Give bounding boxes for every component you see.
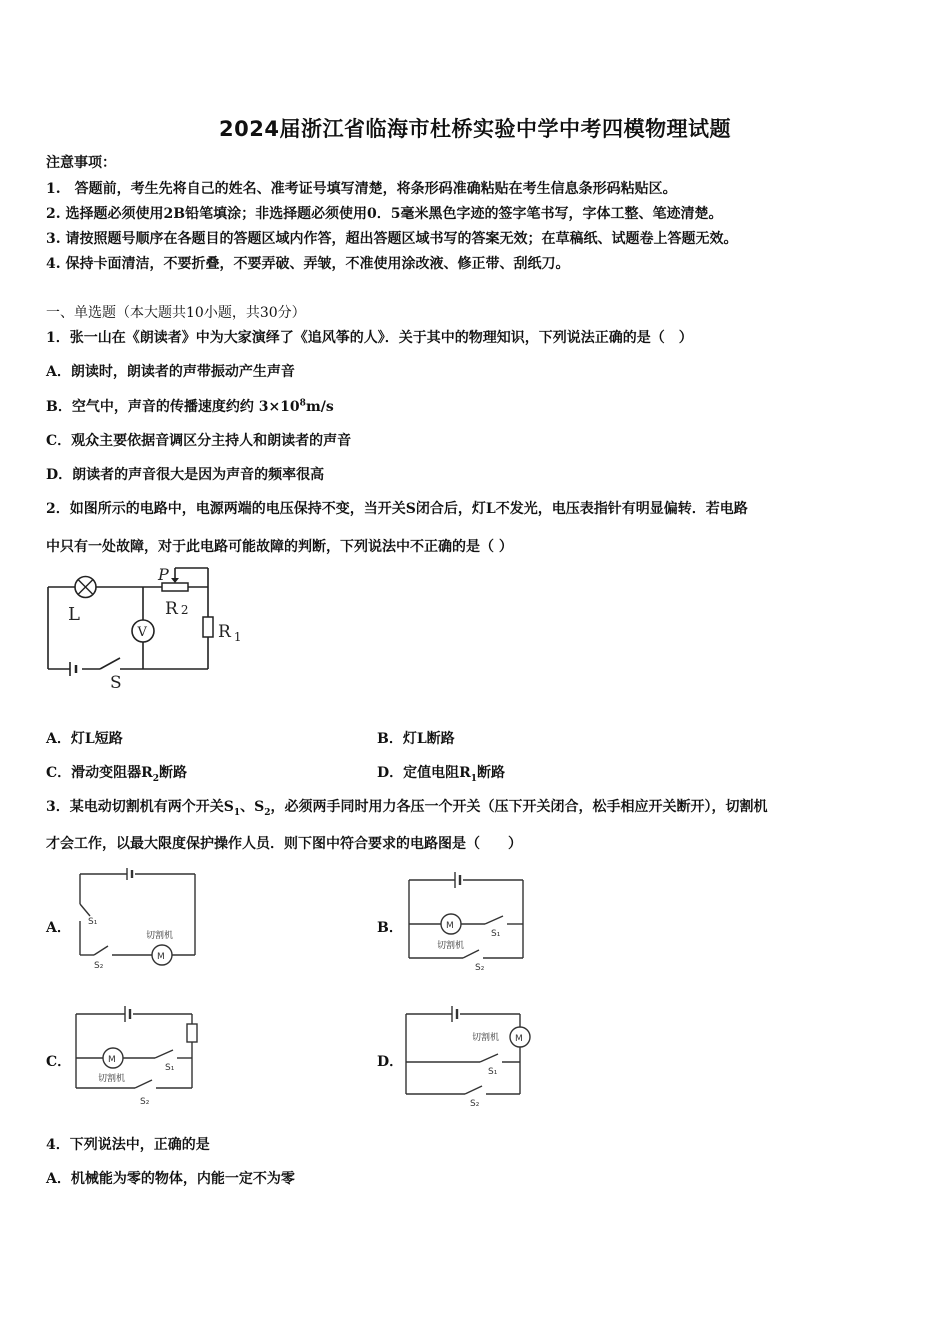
svg-text:M: M bbox=[108, 1055, 116, 1065]
question-3-stem-line2: 才会工作，以最大限度保护操作人员．则下图中符合要求的电路图是（ ） bbox=[46, 836, 522, 852]
page-title: 2024届浙江省临海市杜桥实验中学中考四模物理试题 bbox=[219, 117, 731, 141]
q3-option-b-label: B． bbox=[377, 920, 403, 936]
svg-text:切割机: 切割机 bbox=[98, 1074, 126, 1084]
q4-option-a: A．机械能为零的物体，内能一定不为零 bbox=[46, 1171, 295, 1187]
q2-circuit-diagram bbox=[40, 562, 255, 692]
svg-text:S₁: S₁ bbox=[488, 1067, 498, 1077]
notice-heading: 注意事项： bbox=[46, 155, 116, 171]
question-2-stem-line2: 中只有一处故障，对于此电路可能故障的判断，下列说法中不正确的是（ ） bbox=[46, 539, 513, 555]
svg-text:M: M bbox=[157, 952, 165, 962]
svg-text:S₂: S₂ bbox=[475, 963, 485, 973]
label-r1: R $_1$ bbox=[218, 622, 242, 644]
resistor-icon bbox=[187, 1024, 197, 1042]
q1-option-d: D．朗读者的声音很大是因为声音的频率很高 bbox=[46, 467, 325, 483]
q3-circuit-c bbox=[70, 1000, 205, 1110]
label-l: L bbox=[68, 604, 80, 625]
notice-item: 1. 答题前，考生先将自己的姓名、准考证号填写清楚，将条形码准确粘贴在考生信息条形码粘贴区。 bbox=[46, 181, 677, 197]
svg-text:S₁: S₁ bbox=[165, 1063, 175, 1073]
question-4-stem: 4．下列说法中，正确的是 bbox=[46, 1137, 210, 1153]
svg-text:M: M bbox=[515, 1034, 523, 1044]
resistor-r1-icon bbox=[203, 617, 213, 637]
notice-item: 3. 请按照题号顺序在各题目的答题区域内作答，超出答题区域书写的答案无效；在草稿纸、试题卷上答题无效。 bbox=[46, 231, 738, 247]
svg-text:S₂: S₂ bbox=[94, 961, 104, 971]
voltmeter-icon bbox=[132, 620, 154, 642]
q3-circuit-b bbox=[403, 866, 533, 976]
q3-circuit-a bbox=[72, 866, 207, 971]
svg-text:M: M bbox=[446, 921, 454, 931]
q1-option-b: B．空气中，声音的传播速度约约 $3\times 10^8m/s$ bbox=[46, 398, 334, 415]
svg-text:S₂: S₂ bbox=[140, 1097, 150, 1107]
label-p: P bbox=[158, 565, 169, 584]
svg-text:切割机: 切割机 bbox=[472, 1033, 500, 1043]
q3-option-c-label: C． bbox=[46, 1054, 72, 1070]
q2-option-c: C．滑动变阻器$R_2$断路 bbox=[46, 765, 188, 784]
voltmeter-label: V bbox=[137, 625, 147, 640]
q1-option-c: C．观众主要依据音调区分主持人和朗读者的声音 bbox=[46, 433, 352, 449]
lamp-icon bbox=[75, 577, 96, 598]
notice-item: 2. 选择题必须使用2B铅笔填涂；非选择题必须使用0．5毫米黑色字迹的签字笔书写，字体工整、笔迹清楚。 bbox=[46, 206, 723, 222]
label-r2: R 2 bbox=[165, 599, 189, 619]
svg-text:S₁: S₁ bbox=[491, 929, 501, 939]
svg-text:切割机: 切割机 bbox=[146, 931, 174, 941]
svg-text:S₁: S₁ bbox=[88, 917, 98, 927]
notice-item: 4. 保持卡面清洁，不要折叠，不要弄破、弄皱，不准使用涂改液、修正带、刮纸刀。 bbox=[46, 256, 570, 272]
q3-circuit-d bbox=[400, 1000, 535, 1110]
q1-option-a: A．朗读时，朗读者的声带振动产生声音 bbox=[46, 364, 295, 380]
question-1-stem: 1．张一山在《朗读者》中为大家演绎了《追风筝的人》．关于其中的物理知识，下列说法正确的是（ ） bbox=[46, 330, 693, 346]
q2-option-d: D．定值电阻$R_1$断路 bbox=[377, 765, 506, 784]
section-heading: 一、单选题（本大题共10小题，共30分） bbox=[46, 305, 306, 321]
svg-text:切割机: 切割机 bbox=[437, 941, 465, 951]
q2-option-b: B．灯L断路 bbox=[377, 731, 455, 747]
q2-option-a: A．灯L短路 bbox=[46, 731, 123, 747]
question-2-stem: 2．如图所示的电路中，电源两端的电压保持不变，当开关S闭合后，灯L不发光，电压表指针有明显偏转．若电路 bbox=[46, 501, 748, 517]
q3-option-d-label: D． bbox=[377, 1054, 404, 1070]
label-s: S bbox=[110, 673, 122, 692]
q3-option-a-label: A． bbox=[46, 920, 71, 936]
svg-text:S₂: S₂ bbox=[470, 1099, 480, 1109]
rheostat-r2-icon bbox=[162, 583, 188, 591]
question-3-stem: 3．某电动切割机有两个开关$S_1$、$S_2$，必须两手同时用力各压一个开关（压下开关闭合，松手相应开关断开），切割机 bbox=[46, 799, 768, 818]
